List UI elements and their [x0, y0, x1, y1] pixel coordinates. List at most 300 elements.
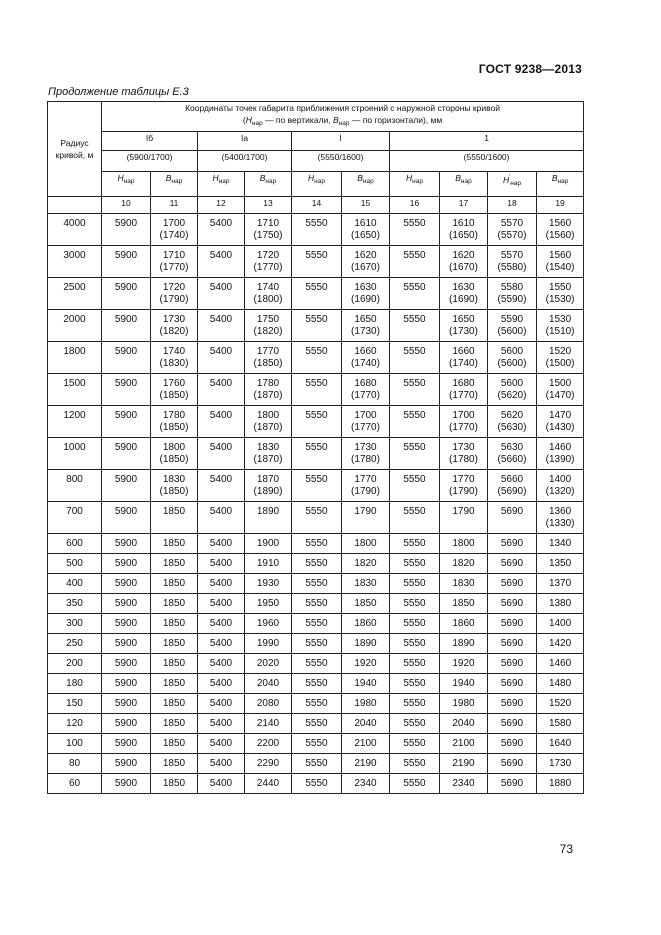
value-cell	[440, 406, 488, 438]
value-cell	[198, 674, 245, 694]
value-main: 5550	[403, 378, 426, 389]
value-cell	[342, 406, 390, 438]
value-main: 5900	[114, 778, 138, 789]
value-cell	[198, 634, 245, 654]
value-cell	[102, 470, 151, 502]
radius-cell: 100	[48, 734, 102, 754]
table-row	[48, 694, 584, 714]
value-main: 2040	[452, 718, 475, 729]
value-main: 1350	[548, 558, 572, 569]
column-number: 13	[245, 197, 292, 214]
value-main: 1470	[548, 410, 572, 421]
value-main: 1850	[162, 598, 186, 609]
value-cell	[342, 634, 390, 654]
value-main: 5400	[209, 718, 233, 729]
value-cell	[102, 594, 151, 614]
value-main: 5400	[209, 250, 233, 261]
value-main: 5550	[305, 250, 328, 261]
value-cell	[342, 694, 390, 714]
value-cell	[342, 214, 390, 246]
value-cell	[151, 278, 198, 310]
value-cell	[198, 754, 245, 774]
value-main: 5900	[114, 658, 138, 669]
value-main: 1940	[354, 678, 377, 689]
value-alternate: (1690)	[449, 294, 478, 305]
value-cell	[151, 554, 198, 574]
value-cell	[390, 694, 440, 714]
coord-subscript: нар	[412, 178, 423, 185]
value-cell	[245, 634, 292, 654]
value-cell	[537, 774, 584, 794]
value-main: 1680	[452, 378, 475, 389]
value-cell	[102, 634, 151, 654]
value-main: 5550	[305, 678, 328, 689]
value-main: 5550	[305, 738, 328, 749]
value-cell	[390, 438, 440, 470]
value-cell	[292, 246, 342, 278]
value-main: 1460	[548, 658, 572, 669]
coord-letter: B	[357, 173, 363, 183]
column-number: 15	[342, 197, 390, 214]
value-main: 5550	[305, 346, 328, 357]
value-main: 1850	[162, 778, 186, 789]
value-main: 5550	[305, 778, 328, 789]
value-main: 5400	[209, 758, 233, 769]
value-cell	[440, 214, 488, 246]
value-cell	[102, 714, 151, 734]
value-cell	[198, 278, 245, 310]
value-cell	[198, 342, 245, 374]
value-alternate: (1780)	[351, 454, 380, 465]
value-cell	[342, 774, 390, 794]
value-cell	[342, 554, 390, 574]
value-main: 1850	[162, 738, 186, 749]
value-cell	[245, 278, 292, 310]
table-row	[48, 654, 584, 674]
value-alternate: (1790)	[159, 294, 189, 305]
value-cell	[537, 310, 584, 342]
value-main: 5690	[500, 598, 524, 609]
value-main: 5900	[114, 558, 138, 569]
value-alternate: (5660)	[497, 454, 527, 465]
value-cell	[102, 674, 151, 694]
value-main: 5600	[500, 378, 524, 389]
value-main: 5690	[500, 506, 524, 517]
radius-cell: 1500	[48, 374, 102, 406]
radius-cell: 1200	[48, 406, 102, 438]
column-number: 18	[488, 197, 537, 214]
value-main: 1860	[452, 618, 475, 629]
gauge-class-header: Iб	[102, 132, 198, 151]
radius-cell: 500	[48, 554, 102, 574]
value-cell	[245, 374, 292, 406]
value-main: 1830	[162, 474, 186, 485]
value-cell	[440, 754, 488, 774]
value-main: 5400	[209, 378, 233, 389]
value-cell	[537, 614, 584, 634]
value-main: 2340	[452, 778, 475, 789]
value-cell	[342, 438, 390, 470]
value-cell	[151, 246, 198, 278]
value-main: 1920	[452, 658, 475, 669]
value-cell	[151, 214, 198, 246]
value-alternate: (1750)	[253, 230, 283, 241]
value-main: 1740	[256, 282, 280, 293]
value-main: 5900	[114, 506, 138, 517]
value-main: 5550	[305, 538, 328, 549]
value-main: 2290	[256, 758, 280, 769]
value-alternate: (5630)	[497, 422, 527, 433]
value-alternate: (1320)	[545, 486, 575, 497]
value-main: 5580	[500, 282, 524, 293]
radius-cell: 4000	[48, 214, 102, 246]
value-main: 5400	[209, 410, 233, 421]
value-main: 1710	[256, 218, 280, 229]
value-main: 2080	[256, 698, 280, 709]
value-main: 5660	[500, 474, 524, 485]
value-main: 1610	[452, 218, 475, 229]
table-row	[48, 470, 584, 502]
value-cell	[440, 310, 488, 342]
value-cell	[342, 674, 390, 694]
value-cell	[537, 554, 584, 574]
value-alternate: (1820)	[159, 326, 189, 337]
value-cell	[537, 754, 584, 774]
column-number: 11	[151, 197, 198, 214]
value-cell	[245, 438, 292, 470]
value-alternate: (1730)	[351, 326, 380, 337]
value-alternate: (5620)	[497, 390, 527, 401]
table-row	[48, 774, 584, 794]
value-alternate: (1870)	[253, 390, 283, 401]
value-cell	[292, 754, 342, 774]
value-cell	[488, 246, 537, 278]
value-cell	[245, 534, 292, 554]
value-cell	[292, 614, 342, 634]
value-cell	[245, 674, 292, 694]
value-cell	[488, 554, 537, 574]
value-cell	[245, 574, 292, 594]
value-main: 1850	[162, 506, 186, 517]
value-main: 1710	[162, 250, 186, 261]
value-cell	[440, 694, 488, 714]
coord-letter: H	[502, 175, 510, 185]
value-main: 5400	[209, 738, 233, 749]
value-main: 1910	[256, 558, 280, 569]
value-cell	[245, 734, 292, 754]
value-cell	[151, 594, 198, 614]
value-cell	[198, 406, 245, 438]
value-cell	[537, 534, 584, 554]
value-main: 1740	[162, 346, 186, 357]
value-alternate: (1770)	[351, 422, 380, 433]
value-main: 5690	[500, 658, 524, 669]
value-cell	[292, 714, 342, 734]
value-alternate: (1730)	[449, 326, 478, 337]
value-main: 5550	[305, 442, 328, 453]
value-main: 5550	[403, 282, 426, 293]
value-main: 1640	[548, 738, 572, 749]
value-alternate: (1770)	[449, 390, 478, 401]
gauge-dims-header: (5900/1700)	[102, 151, 198, 172]
value-main: 5550	[305, 558, 328, 569]
value-main: 1780	[256, 378, 280, 389]
value-cell	[488, 594, 537, 614]
value-cell	[440, 534, 488, 554]
value-main: 1380	[548, 598, 572, 609]
value-cell	[151, 774, 198, 794]
value-main: 1850	[162, 578, 186, 589]
radius-cell: 150	[48, 694, 102, 714]
table-row	[48, 714, 584, 734]
value-cell	[488, 734, 537, 754]
value-main: 1370	[548, 578, 572, 589]
value-main: 1850	[162, 758, 186, 769]
value-cell	[198, 438, 245, 470]
value-cell	[488, 634, 537, 654]
gauge-dims-header: (5400/1700)	[198, 151, 292, 172]
value-alternate: (1650)	[449, 230, 478, 241]
page-number: 73	[559, 842, 573, 856]
value-cell	[440, 278, 488, 310]
value-cell	[102, 774, 151, 794]
value-cell	[198, 714, 245, 734]
value-main: 5550	[403, 738, 426, 749]
value-cell	[151, 342, 198, 374]
value-cell	[390, 714, 440, 734]
value-main: 1980	[354, 698, 377, 709]
value-cell	[245, 342, 292, 374]
value-main: 1890	[452, 638, 475, 649]
value-cell	[245, 694, 292, 714]
table-row	[48, 754, 584, 774]
value-main: 1680	[354, 378, 377, 389]
gauge-class-header: Iа	[198, 132, 292, 151]
value-cell	[440, 594, 488, 614]
radius-cell: 200	[48, 654, 102, 674]
value-alternate: (1800)	[253, 294, 283, 305]
value-cell	[292, 502, 342, 534]
value-main: 5400	[209, 658, 233, 669]
table-row	[48, 342, 584, 374]
value-main: 1920	[354, 658, 377, 669]
table-row	[48, 374, 584, 406]
value-main: 2200	[256, 738, 280, 749]
coord-header	[151, 172, 198, 197]
coord-prime: '	[509, 175, 511, 181]
value-main: 5550	[403, 538, 426, 549]
value-cell	[390, 502, 440, 534]
value-cell	[151, 374, 198, 406]
value-cell	[292, 278, 342, 310]
coord-subscript: нар	[314, 178, 325, 185]
value-alternate: (1330)	[545, 518, 575, 529]
coord-header	[292, 172, 342, 197]
value-cell	[292, 734, 342, 754]
document-code: ГОСТ 9238—2013	[478, 62, 582, 76]
value-main: 1660	[452, 346, 475, 357]
table-row	[48, 214, 584, 246]
coord-header	[537, 172, 584, 197]
value-main: 5550	[403, 442, 426, 453]
value-main: 5550	[403, 218, 426, 229]
value-cell	[440, 246, 488, 278]
value-alternate: (1850)	[159, 486, 189, 497]
value-cell	[151, 574, 198, 594]
value-cell	[151, 714, 198, 734]
value-main: 1560	[548, 218, 572, 229]
value-main: 5400	[209, 678, 233, 689]
value-main: 5400	[209, 778, 233, 789]
value-main: 5690	[500, 558, 524, 569]
coord-subscript: нар	[123, 178, 135, 185]
value-cell	[151, 438, 198, 470]
value-cell	[151, 310, 198, 342]
value-cell	[537, 374, 584, 406]
value-main: 5690	[500, 618, 524, 629]
value-cell	[390, 246, 440, 278]
value-main: 5400	[209, 578, 233, 589]
value-cell	[488, 374, 537, 406]
value-alternate: (5580)	[497, 262, 527, 273]
value-main: 5400	[209, 618, 233, 629]
value-cell	[342, 574, 390, 594]
radius-cell: 1800	[48, 342, 102, 374]
value-alternate: (1780)	[449, 454, 478, 465]
value-alternate: (1740)	[351, 358, 380, 369]
value-cell	[537, 406, 584, 438]
value-cell	[245, 246, 292, 278]
coord-header	[390, 172, 440, 197]
value-alternate: (1740)	[159, 230, 189, 241]
clearance-table	[47, 101, 584, 794]
value-cell	[151, 502, 198, 534]
value-main: 1700	[452, 410, 475, 421]
value-cell	[390, 654, 440, 674]
value-main: 5550	[403, 578, 426, 589]
value-main: 5550	[403, 598, 426, 609]
value-cell	[292, 654, 342, 674]
value-main: 5900	[114, 218, 138, 229]
value-main: 5900	[114, 410, 138, 421]
value-main: 5690	[500, 738, 524, 749]
table-row	[48, 278, 584, 310]
coord-subscript: нар	[218, 178, 230, 185]
value-cell	[537, 574, 584, 594]
value-cell	[390, 574, 440, 594]
value-cell	[292, 438, 342, 470]
value-main: 5400	[209, 314, 233, 325]
span-title-line1: Координаты точек габарита приближения строений с наружной стороны кривой	[185, 103, 501, 113]
value-cell	[390, 774, 440, 794]
table-row	[48, 554, 584, 574]
value-main: 1940	[452, 678, 475, 689]
table-row	[48, 406, 584, 438]
value-cell	[537, 714, 584, 734]
gauge-dims-header: (5550/1600)	[390, 151, 584, 172]
radius-cell: 400	[48, 574, 102, 594]
value-main: 1850	[162, 658, 186, 669]
value-main: 5400	[209, 506, 233, 517]
value-main: 1790	[354, 506, 377, 517]
value-main: 1520	[548, 698, 572, 709]
value-main: 1800	[162, 442, 186, 453]
value-cell	[292, 342, 342, 374]
value-main: 1530	[548, 314, 572, 325]
value-cell	[245, 754, 292, 774]
blank-cell	[48, 197, 102, 214]
value-cell	[390, 614, 440, 634]
value-main: 1850	[162, 678, 186, 689]
coord-letter: H	[406, 173, 413, 183]
value-main: 5550	[403, 778, 426, 789]
value-alternate: (1690)	[351, 294, 380, 305]
table-row	[48, 438, 584, 470]
value-cell	[342, 754, 390, 774]
value-cell	[292, 406, 342, 438]
value-main: 1750	[256, 314, 280, 325]
value-main: 5900	[114, 738, 138, 749]
value-alternate: (1870)	[253, 422, 283, 433]
value-cell	[440, 734, 488, 754]
value-main: 5550	[403, 698, 426, 709]
value-main: 1620	[354, 250, 377, 261]
value-main: 5400	[209, 346, 233, 357]
coord-letter: B	[165, 173, 172, 183]
value-main: 5550	[305, 758, 328, 769]
value-cell	[292, 534, 342, 554]
value-alternate: (1770)	[449, 422, 478, 433]
value-main: 1850	[354, 598, 377, 609]
value-cell	[390, 406, 440, 438]
value-cell	[488, 342, 537, 374]
value-cell	[245, 774, 292, 794]
value-cell	[440, 614, 488, 634]
value-main: 5900	[114, 442, 138, 453]
value-main: 5550	[403, 250, 426, 261]
value-alternate: (1650)	[351, 230, 380, 241]
value-main: 1480	[548, 678, 572, 689]
value-main: 5400	[209, 638, 233, 649]
value-main: 5900	[114, 718, 138, 729]
value-main: 1870	[256, 474, 280, 485]
value-cell	[198, 502, 245, 534]
value-cell	[537, 594, 584, 614]
value-main: 1630	[452, 282, 475, 293]
value-cell	[537, 214, 584, 246]
value-main: 2100	[354, 738, 377, 749]
value-main: 1760	[162, 378, 186, 389]
value-main: 1650	[452, 314, 475, 325]
value-cell	[488, 214, 537, 246]
value-cell	[488, 534, 537, 554]
table-row	[48, 574, 584, 594]
radius-cell: 3000	[48, 246, 102, 278]
value-main: 5550	[305, 658, 328, 669]
value-cell	[440, 774, 488, 794]
value-main: 5600	[500, 346, 524, 357]
value-main: 1610	[354, 218, 377, 229]
value-cell	[440, 634, 488, 654]
value-alternate: (1770)	[253, 262, 283, 273]
value-main: 5590	[500, 314, 524, 325]
value-main: 1650	[354, 314, 377, 325]
value-cell	[390, 754, 440, 774]
value-main: 5400	[209, 218, 233, 229]
value-main: 1860	[354, 618, 377, 629]
value-alternate: (5690)	[497, 486, 527, 497]
value-cell	[342, 654, 390, 674]
